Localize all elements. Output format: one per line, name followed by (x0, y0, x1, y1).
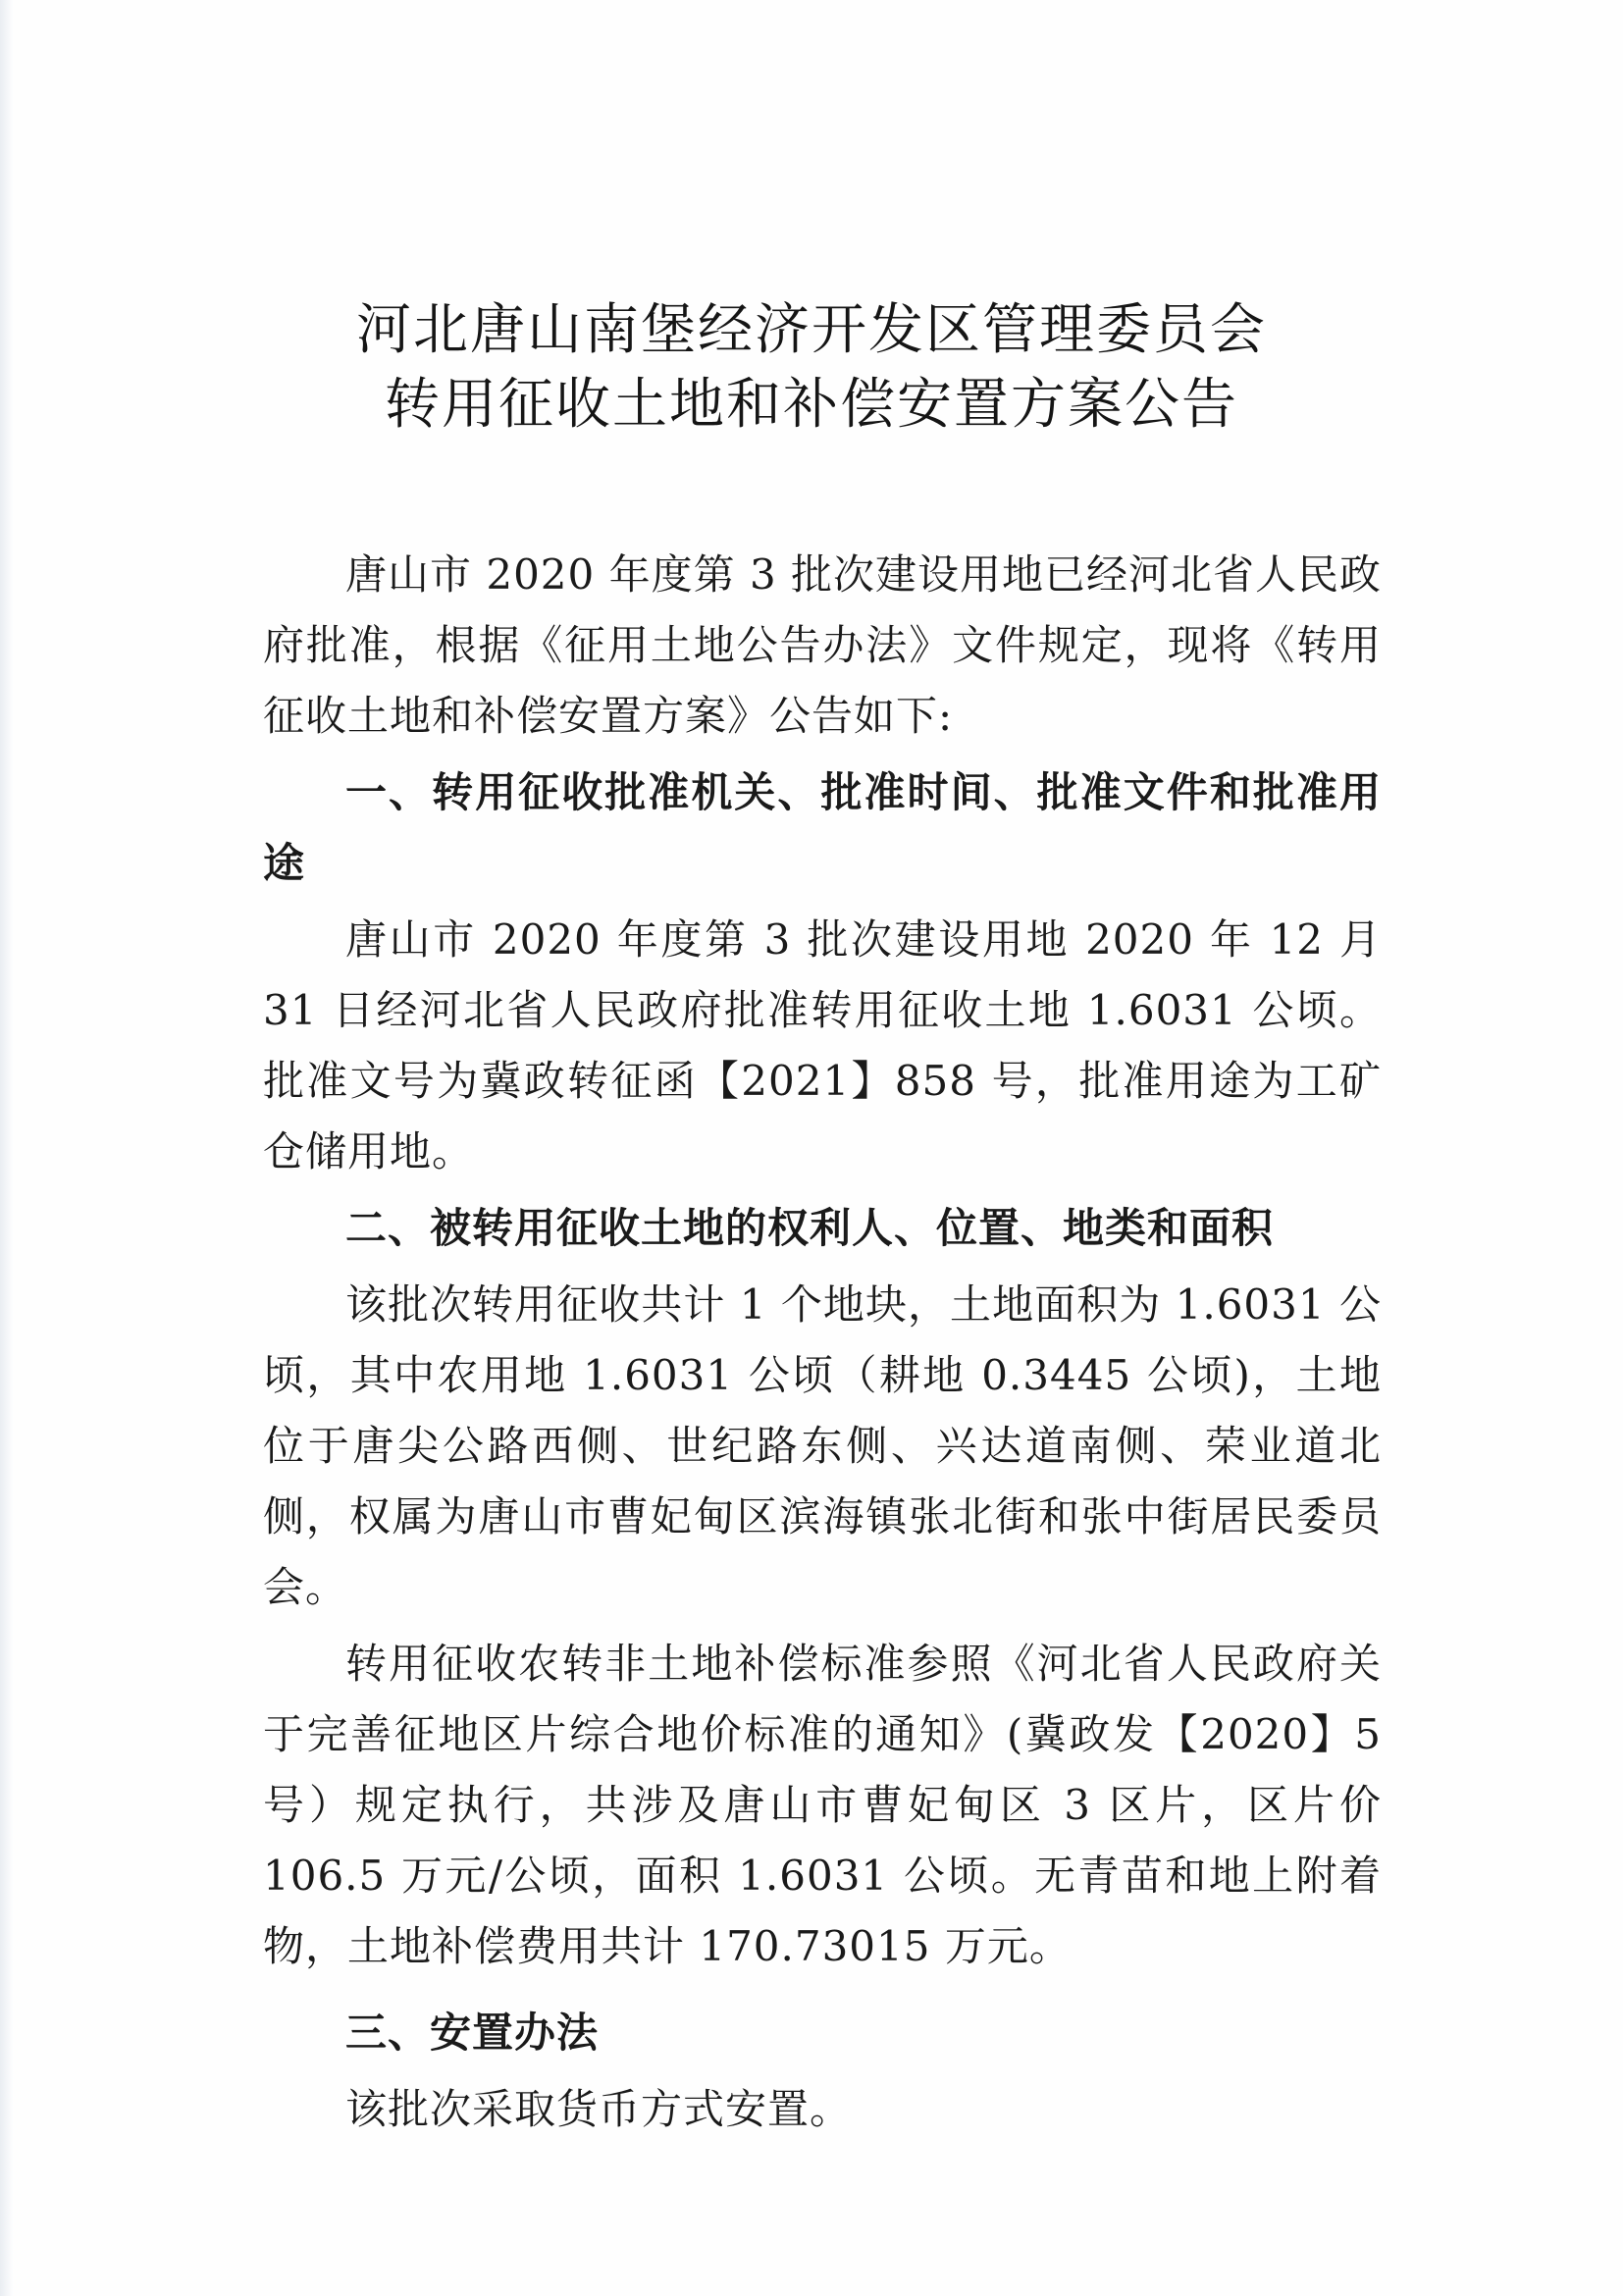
section-2-paragraph-2: 转用征收农转非土地补偿标准参照《河北省人民政府关于完善征地区片综合地价标准的通知》(冀政发【2020】5 号）规定执行，共涉及唐山市曹妃甸区 3 区片，区片价 106.5 万元/公顷，面积 1.6031 公顷。无青苗和地上附着物，土地补偿费用共计 170.73015 万元。 (263, 1640, 1382, 1970)
section-2-heading: 二、被转用征收土地的权利人、位置、地类和面积 (345, 1204, 1275, 1252)
document-title-line-2: 转用征收土地和补偿安置方案公告 (385, 373, 1238, 437)
intro-paragraph: 唐山市 2020 年度第 3 批次建设用地已经河北省人民政府批准，根据《征用土地公告办法》文件规定，现将《转用征收土地和补偿安置方案》公告如下: (263, 550, 1383, 740)
section-1-paragraph: 唐山市 2020 年度第 3 批次建设用地 2020 年 12 月 31 日经河北省人民政府批准转用征收土地 1.6031 公顷。批准文号为冀政转征函【2021】858 号，批准用途为工矿仓储用地。 (263, 915, 1382, 1175)
document-title-line-1: 河北唐山南堡经济开发区管理委员会 (356, 298, 1267, 362)
document-body (263, 540, 1382, 2145)
section-2-paragraph-1: 该批次转用征收共计 1 个地块，土地面积为 1.6031 公顷，其中农用地 1.6031 公顷（耕地 0.3445 公顷)，土地位于唐尖公路西侧、世纪路东侧、兴达道南侧、荣业道北侧，权属为唐山市曹妃甸区滨海镇张北街和张中街居民委员会。 (263, 1280, 1382, 1611)
section-1-heading: 一、转用征收批准机关、批准时间、批准文件和批准用途 (263, 768, 1382, 887)
section-3-heading: 三、安置办法 (345, 2009, 600, 2057)
section-3-paragraph: 该批次采取货币方式安置。 (345, 2085, 853, 2133)
